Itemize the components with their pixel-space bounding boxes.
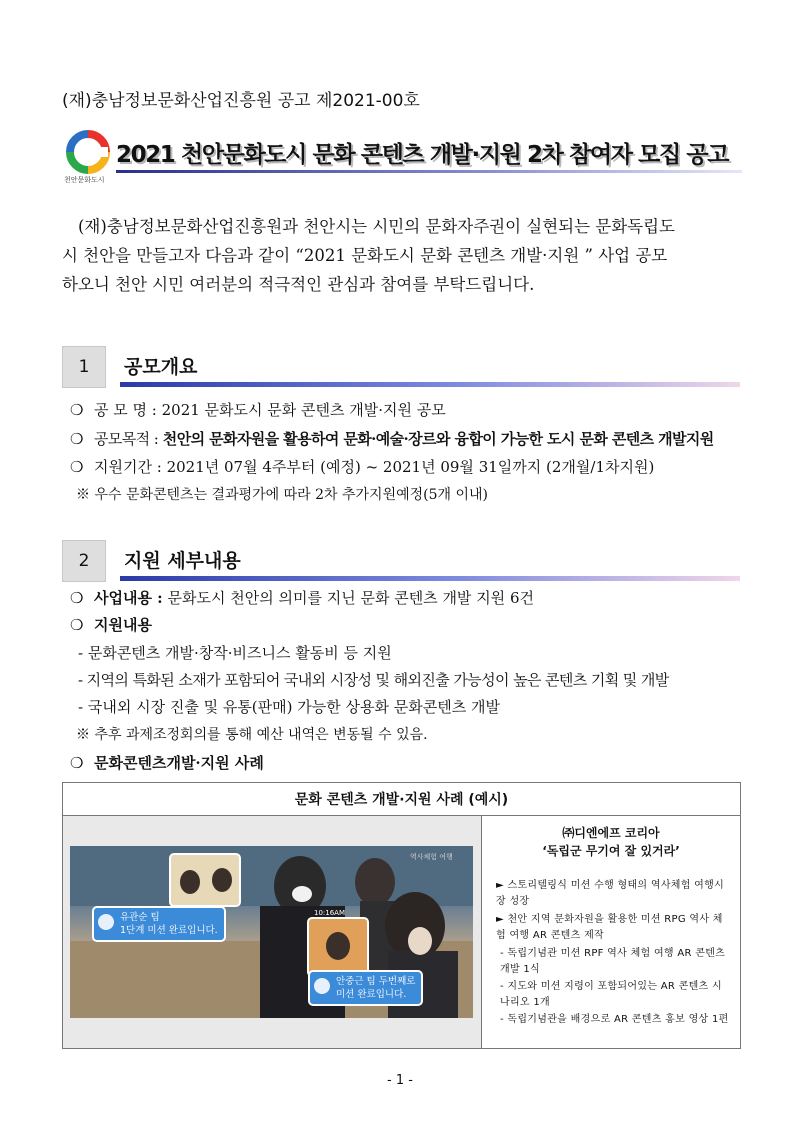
case-dash-item: - 독립기념관을 배경으로 AR 콘텐츠 홍보 영상 1편 bbox=[500, 1014, 729, 1025]
chat-bubble-team-2: 안중근 팀 두번째로 미션 완료입니다. bbox=[308, 970, 423, 1006]
detail-cases-label: ❍ 문화콘텐츠개발·지원 사례 bbox=[70, 754, 264, 772]
detail-support-label: ❍ 지원내용 bbox=[70, 616, 152, 634]
section-2-header bbox=[62, 540, 740, 580]
circle-bullet-icon: ❍ bbox=[70, 589, 84, 607]
circle-bullet-icon: ❍ bbox=[70, 616, 84, 634]
case-company: ㈜디엔에프 코리아 bbox=[562, 826, 660, 840]
overview-item-purpose: ❍ 공모목적 : 천안의 문화자원을 활용하여 문화·예술·장르와 융합이 가능한 도시 문화 콘텐츠 개발지원 bbox=[70, 430, 714, 448]
title-underline bbox=[116, 170, 742, 173]
overview-item-name: ❍ 공 모 명 : 2021 문화도시 문화 콘텐츠 개발·지원 공모 bbox=[70, 401, 446, 419]
case-box-header: 문화 콘텐츠 개발·지원 사례 (예시) bbox=[63, 783, 740, 816]
user-avatar-icon bbox=[98, 914, 114, 930]
circle-bullet-icon: ❍ bbox=[70, 430, 83, 448]
section-number: 2 bbox=[62, 540, 106, 582]
case-bullet: ► 스토리텔링식 미션 수행 형태의 역사체험 여행시장 성장 bbox=[496, 880, 725, 907]
support-item: - 국내외 시장 진출 및 유통(판매) 가능한 상용화 문화콘텐츠 개발 bbox=[78, 698, 500, 716]
circle-bullet-icon: ❍ bbox=[70, 401, 84, 419]
case-description-panel bbox=[482, 816, 740, 1048]
case-dash-item: - 지도와 미션 지령이 포함되어있는 AR 콘텐츠 시나리오 1개 bbox=[500, 981, 722, 1008]
support-item: - 지역의 특화된 소재가 포함되어 국내외 시장성 및 해외진출 가능성이 높은 콘텐츠 기획 및 개발 bbox=[78, 671, 669, 689]
chat-bubble-team-1: 유관순 팀 1단계 미션 완료입니다. bbox=[92, 906, 226, 942]
page-title: 2021 천안문화도시 문화 콘텐츠 개발·지원 2차 참여자 모집 공고 bbox=[116, 142, 729, 168]
overview-note: ※ 우수 문화콘텐츠는 결과평가에 따라 2차 추가지원예정(5개 이내) bbox=[76, 487, 488, 503]
intro-line-2: 시 천안을 만들고자 다음과 같이 “2021 문화도시 문화 콘텐츠 개발·지원 ” 사업 공모 bbox=[62, 246, 668, 265]
page-number: - 1 - bbox=[387, 1073, 413, 1088]
photo-corner-text: 역사체험 여행 bbox=[410, 853, 453, 861]
case-example-box bbox=[62, 782, 741, 1049]
intro-line-3: 하오니 천안 시민 여러분의 적극적인 관심과 참여를 부탁드립니다. bbox=[62, 275, 535, 294]
section-1-header bbox=[62, 346, 740, 386]
user-avatar-icon bbox=[314, 978, 330, 994]
intro-line-1: (재)충남정보문화산업진흥원과 천안시는 시민의 문화자주권이 실현되는 문화독립도 bbox=[78, 217, 675, 236]
circle-bullet-icon: ❍ bbox=[70, 458, 84, 476]
notice-number: (재)충남정보문화산업진흥원 공고 제2021-00호 bbox=[62, 91, 420, 111]
title-banner bbox=[62, 126, 742, 184]
case-photo-panel bbox=[63, 816, 482, 1048]
detail-note: ※ 추후 과제조정회의를 통해 예산 내역은 변동될 수 있음. bbox=[76, 727, 428, 743]
section-number: 1 bbox=[62, 346, 106, 388]
intro-paragraph bbox=[62, 212, 740, 299]
case-dash-item: - 독립기념관 미션 RPF 역사 체험 여행 AR 콘텐츠 개발 1식 bbox=[500, 948, 726, 975]
photo-time: 10:16AM bbox=[314, 909, 346, 917]
overview-item-period: ❍ 지원기간 : 2021년 07월 4주부터 (예정) ~ 2021년 09월 31일까지 (2개월/1차지원) bbox=[70, 458, 655, 476]
circle-bullet-icon: ❍ bbox=[70, 754, 84, 772]
case-bullet: ► 천안 지역 문화자원을 활용한 미션 RPG 역사 체험 여행 AR 콘텐츠 제작 bbox=[496, 914, 723, 941]
section-divider bbox=[120, 576, 740, 581]
support-item: - 문화콘텐츠 개발·창작·비즈니스 활동비 등 지원 bbox=[78, 644, 392, 662]
case-photo bbox=[70, 846, 473, 1018]
cheonan-culture-city-logo-icon bbox=[66, 130, 110, 174]
section-divider bbox=[120, 382, 740, 387]
logo-caption: 천안문화도시 bbox=[64, 176, 105, 184]
section-title: 공모개요 bbox=[124, 356, 198, 378]
case-project: ‘독립군 무기여 잘 있거라’ bbox=[542, 844, 680, 858]
section-title: 지원 세부내용 bbox=[124, 550, 241, 572]
detail-business: ❍ 사업내용 : 문화도시 천안의 의미를 지닌 문화 콘텐츠 개발 지원 6건 bbox=[70, 589, 534, 607]
